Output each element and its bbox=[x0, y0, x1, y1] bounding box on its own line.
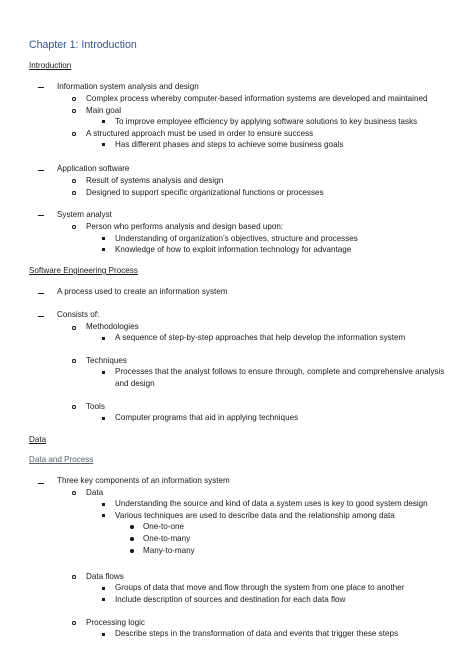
circle-bullet bbox=[72, 491, 76, 495]
dash-bullet bbox=[38, 87, 44, 88]
list-item: Consists of: bbox=[57, 310, 100, 319]
circle-bullet bbox=[72, 405, 76, 409]
dash-bullet bbox=[38, 170, 44, 171]
heading-software-engineering-process: Software Engineering Process bbox=[29, 266, 138, 275]
square-bullet bbox=[102, 143, 105, 146]
list-item: Methodologies bbox=[86, 322, 139, 331]
list-item: Application software bbox=[57, 164, 130, 173]
square-bullet bbox=[102, 371, 105, 374]
list-item: Processes that the analyst follows to ensure through, complete and comprehensive analysis bbox=[115, 367, 445, 376]
list-item: One-to-many bbox=[143, 534, 191, 543]
circle-bullet bbox=[72, 132, 76, 136]
circle-bullet bbox=[72, 225, 76, 229]
dash-bullet bbox=[38, 293, 44, 294]
list-item: Many-to-many bbox=[143, 546, 195, 555]
circle-bullet bbox=[72, 326, 76, 330]
square-bullet bbox=[102, 248, 105, 251]
square-bullet bbox=[102, 587, 105, 590]
square-bullet bbox=[102, 633, 105, 636]
list-item: Techniques bbox=[86, 356, 127, 365]
square-bullet bbox=[102, 237, 105, 240]
list-item: Result of systems analysis and design bbox=[86, 176, 224, 185]
list-item: Understanding of organization’s objectives, structure and processes bbox=[115, 234, 358, 243]
list-item: Include description of sources and destination for each data flow bbox=[115, 595, 346, 604]
list-item-continuation: and design bbox=[115, 379, 155, 388]
list-item: Understanding the source and kind of data a system uses is key to good system design bbox=[115, 499, 428, 508]
disc-bullet bbox=[130, 549, 134, 553]
circle-bullet bbox=[72, 621, 76, 625]
list-item: Knowledge of how to exploit information technology for advantage bbox=[115, 245, 352, 254]
chapter-title: Chapter 1: Introduction bbox=[29, 39, 137, 51]
list-item: To improve employee efficiency by applying software solutions to key business tasks bbox=[115, 117, 418, 126]
list-item: One-to-one bbox=[143, 522, 184, 531]
circle-bullet bbox=[72, 191, 76, 195]
square-bullet bbox=[102, 417, 105, 420]
disc-bullet bbox=[130, 537, 134, 541]
list-item: Information system analysis and design bbox=[57, 82, 199, 91]
dash-bullet bbox=[38, 316, 44, 317]
list-item: Person who performs analysis and design based upon: bbox=[86, 222, 284, 231]
subheading-data-and-process: Data and Process bbox=[29, 455, 94, 464]
list-item: Data flows bbox=[86, 572, 124, 581]
list-item: Has different phases and steps to achieve some business goals bbox=[115, 140, 344, 149]
circle-bullet bbox=[72, 179, 76, 183]
square-bullet bbox=[102, 514, 105, 517]
circle-bullet bbox=[72, 575, 76, 579]
circle-bullet bbox=[72, 109, 76, 113]
square-bullet bbox=[102, 120, 105, 123]
list-item: A sequence of step-by-step approaches that help develop the information system bbox=[115, 333, 406, 342]
heading-introduction: Introduction bbox=[29, 61, 72, 70]
list-item: System analyst bbox=[57, 210, 112, 219]
list-item: A structured approach must be used in order to ensure success bbox=[86, 129, 314, 138]
square-bullet bbox=[102, 598, 105, 601]
square-bullet bbox=[102, 503, 105, 506]
list-item: Main goal bbox=[86, 106, 122, 115]
heading-data: Data bbox=[29, 435, 47, 444]
list-item: Computer programs that aid in applying techniques bbox=[115, 413, 299, 422]
list-item: Tools bbox=[86, 402, 105, 411]
list-item: Processing logic bbox=[86, 618, 145, 627]
list-item: A process used to create an information system bbox=[57, 287, 228, 296]
list-item: Describe steps in the transformation of data and events that trigger these steps bbox=[115, 629, 398, 638]
list-item: Three key components of an information system bbox=[57, 476, 230, 485]
square-bullet bbox=[102, 337, 105, 340]
list-item: Data bbox=[86, 488, 104, 497]
dash-bullet bbox=[38, 215, 44, 216]
dash-bullet bbox=[38, 483, 44, 484]
list-item: Various techniques are used to describe data and the relationship among data bbox=[115, 511, 395, 520]
disc-bullet bbox=[130, 525, 134, 529]
list-item: Groups of data that move and flow through the system from one place to another bbox=[115, 583, 405, 592]
list-item: Complex process whereby computer-based information systems are developed and maintained bbox=[86, 94, 428, 103]
circle-bullet bbox=[72, 359, 76, 363]
circle-bullet bbox=[72, 97, 76, 101]
list-item: Designed to support specific organizational functions or processes bbox=[86, 188, 324, 197]
